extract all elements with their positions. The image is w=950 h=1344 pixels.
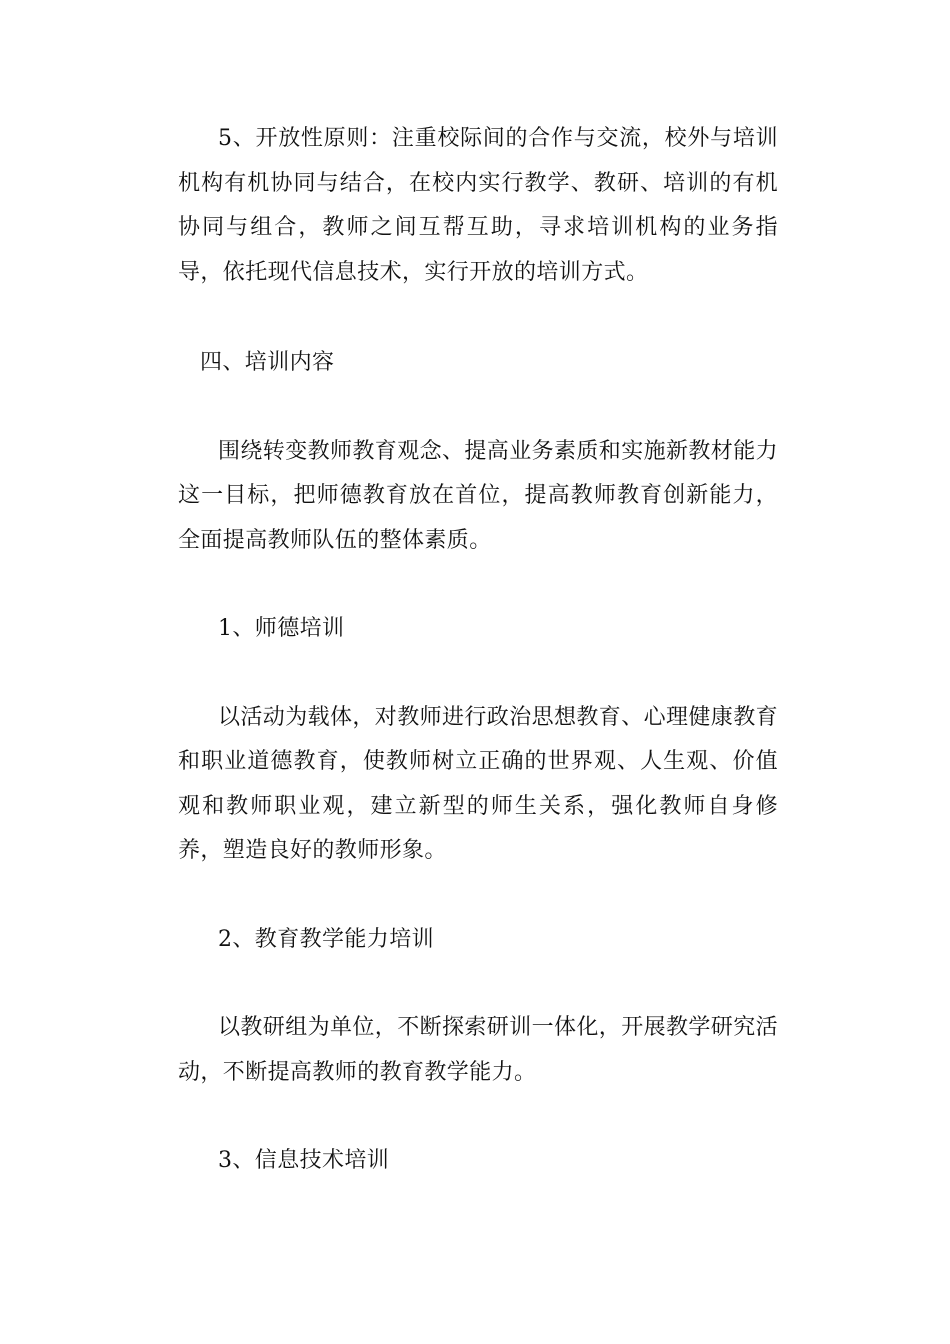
paragraph-ethics-training: 以活动为载体，对教师进行政治思想教育、心理健康教育和职业道德教育，使教师树立正确的世界观、人生观、价值观和教师职业观，建立新型的师生关系，强化教师自身修养，塑造良好的教师形象。: [178, 704, 779, 863]
subheading-ethics-training: 1、师德培训: [218, 616, 345, 641]
subheading-it-training: 3、信息技术培训: [218, 1148, 390, 1173]
subheading-teaching-ability-training: 2、教育教学能力培训: [218, 926, 434, 952]
paragraph-training-goal: 围绕转变教师教育观念、提高业务素质和实施新教材能力这一目标，把师德教育放在首位，提高教师教育创新能力，全面提高教师队伍的整体素质。: [178, 438, 779, 553]
paragraph-openness-principle: 5、开放性原则：注重校际间的合作与交流，校外与培训机构有机协同与结合，在校内实行教学、教研、培训的有机协同与组合，教师之间互帮互助，寻求培训机构的业务指导，依托现代信息技术，实行开放的培训方式。: [178, 126, 778, 285]
paragraph-teaching-ability-training: 以教研组为单位，不断探索研训一体化，开展教学研究活动，不断提高教师的教育教学能力。: [178, 1015, 779, 1085]
section-heading-training-content: 四、培训内容: [200, 350, 335, 375]
document-body: [178, 117, 778, 1184]
